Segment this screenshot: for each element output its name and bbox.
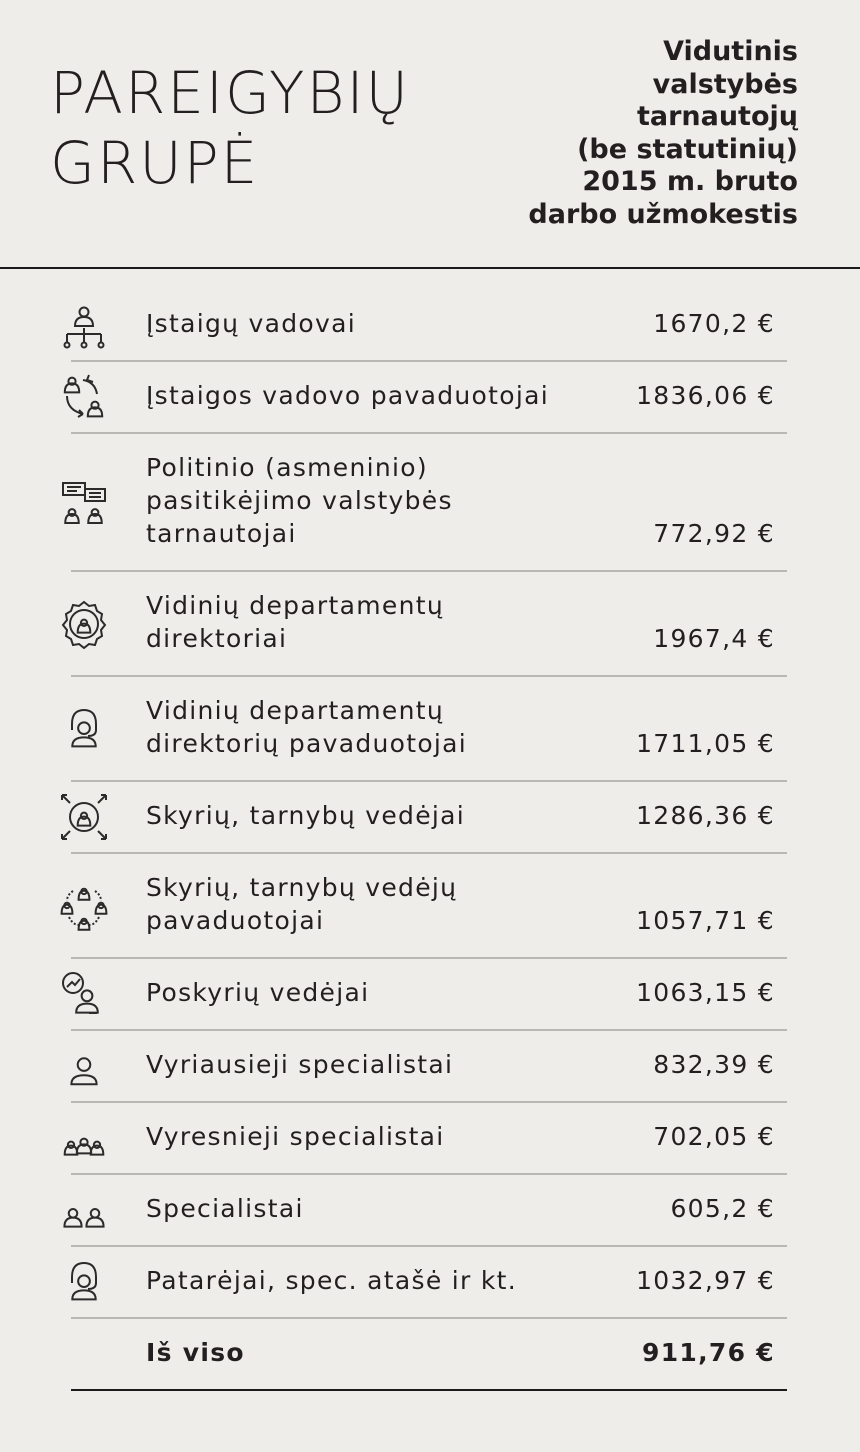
- row-label: Politinio (asmeninio) pasitikėjimo valstybės tarnautojai: [146, 453, 453, 548]
- row-value: 1063,15 €: [636, 978, 775, 1007]
- row-value: 1836,06 €: [636, 381, 775, 410]
- table-row: [71, 1175, 787, 1247]
- row-value: 1032,97 €: [636, 1266, 775, 1295]
- row-value: 1967,4 €: [653, 624, 775, 653]
- row-label: Vidinių departamentų direktoriai: [146, 591, 444, 653]
- row-value: 1286,36 €: [636, 801, 775, 830]
- row-value: 1711,05 €: [636, 729, 775, 758]
- row-value: 832,39 €: [653, 1050, 775, 1079]
- salary-table: [71, 290, 787, 1391]
- person-headset-icon: [59, 704, 109, 754]
- table-row: [71, 434, 787, 572]
- column-header-line: valstybės: [652, 68, 798, 100]
- table-row: [71, 1247, 787, 1319]
- row-label: Įstaigų vadovai: [146, 309, 356, 338]
- row-value: 1057,71 €: [636, 906, 775, 935]
- row-label: Specialistai: [146, 1194, 304, 1223]
- table-row: [71, 677, 787, 782]
- title-line: PAREIGYBIŲ: [50, 59, 411, 127]
- person-focus-icon: [59, 792, 109, 842]
- column-header-line: tarnautojų: [636, 101, 798, 132]
- org-chart-person-icon: [59, 300, 109, 350]
- table-row: [71, 782, 787, 854]
- page-title: [50, 58, 410, 198]
- table-row: [71, 362, 787, 434]
- column-header-line: Vidutinis: [663, 36, 798, 67]
- table-row: [71, 1103, 787, 1175]
- person-gear-icon: [59, 599, 109, 649]
- header-divider: [0, 267, 860, 269]
- person-growth-icon: [59, 969, 109, 1019]
- row-label: Vyresnieji specialistai: [146, 1122, 445, 1151]
- table-row: [71, 572, 787, 677]
- table-row: [71, 854, 787, 959]
- row-label: Poskyrių vedėjai: [146, 978, 370, 1007]
- column-header-line: (be statutinių): [577, 133, 798, 165]
- people-network-icon: [59, 881, 109, 931]
- row-value: 772,92 €: [653, 519, 775, 548]
- row-label: Įstaigos vadovo pavaduotojai: [146, 381, 549, 410]
- row-label: Vyriausieji specialistai: [146, 1050, 454, 1079]
- column-header: [528, 36, 798, 231]
- person-icon: [59, 1041, 109, 1091]
- column-header-line: darbo užmokestis: [528, 198, 798, 230]
- row-value: 1670,2 €: [653, 309, 775, 338]
- row-label: Vidinių departamentų direktorių pavaduotojai: [146, 696, 468, 758]
- total-row: [71, 1319, 787, 1391]
- column-header-line: 2015 m. bruto: [582, 166, 798, 197]
- title-line: GRUPĖ: [50, 129, 260, 197]
- row-label: Patarėjai, spec. atašė ir kt.: [146, 1266, 517, 1295]
- total-value: 911,76 €: [642, 1338, 775, 1367]
- row-label: Skyrių, tarnybų vedėjai: [146, 801, 466, 830]
- two-people-icon: [59, 1185, 109, 1235]
- row-value: 702,05 €: [653, 1122, 775, 1151]
- person-headset-icon: [59, 1257, 109, 1307]
- table-row: [71, 1031, 787, 1103]
- row-value: 605,2 €: [670, 1194, 775, 1223]
- table-row: [71, 290, 787, 362]
- group-icon: [59, 1113, 109, 1163]
- total-label: Iš viso: [146, 1338, 245, 1367]
- people-chat-icon: [59, 477, 109, 527]
- row-label: Skyrių, tarnybų vedėjų pavaduotojai: [146, 873, 458, 935]
- table-row: [71, 959, 787, 1031]
- person-swap-icon: [59, 372, 109, 422]
